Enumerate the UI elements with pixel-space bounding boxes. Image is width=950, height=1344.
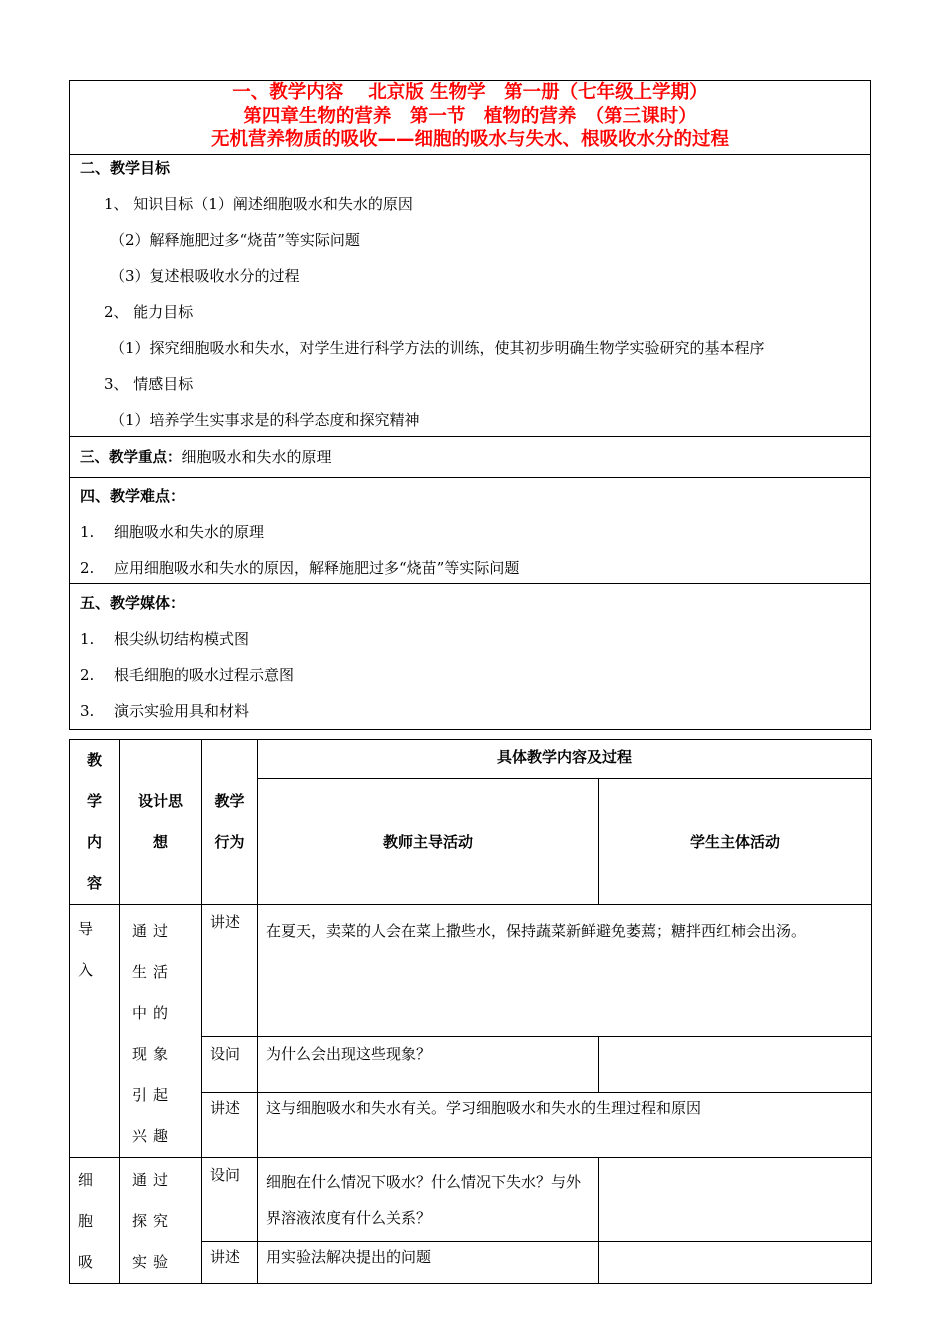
teacher-activity-cell: 用实验法解决提出的问题 — [258, 1242, 599, 1284]
lesson-info-block — [69, 80, 871, 730]
objective-item: （2）解释施肥过多“烧苗”等实际问题 — [110, 230, 360, 249]
teacher-activity-cell: 这与细胞吸水和失水有关。学习细胞吸水和失水的生理过程和原因 — [258, 1093, 872, 1158]
objective-item: （1）探究细胞吸水和失水，对学生进行科学方法的训练，使其初步明确生物学实验研究的基本程序 — [110, 338, 765, 357]
table-row — [70, 1158, 872, 1242]
student-activity-cell — [599, 1158, 872, 1242]
behavior-cell: 讲述 — [202, 905, 258, 1037]
student-activity-cell — [599, 1242, 872, 1284]
table-row — [70, 905, 872, 1037]
difficulty-item — [80, 521, 264, 542]
header-student-activity: 学生主体活动 — [599, 778, 872, 904]
objective-item: （3）复述根吸收水分的过程 — [110, 266, 300, 285]
behavior-cell: 设问 — [202, 1037, 258, 1093]
content-cell: 细 胞 吸 — [70, 1158, 120, 1284]
media-item — [80, 664, 294, 685]
item-text: 应用细胞吸水和失水的原因，解释施肥过多“烧苗”等实际问题 — [114, 558, 520, 577]
design-cell: 通过探究实验 — [120, 1158, 202, 1284]
header-process: 具体教学内容及过程 — [258, 740, 872, 779]
objectives-heading: 二、教学目标 — [80, 158, 171, 177]
header-teacher-activity: 教师主导活动 — [258, 778, 599, 904]
key-point-section — [70, 437, 870, 478]
teacher-activity-cell: 在夏天，卖菜的人会在菜上撒些水，保持蔬菜新鲜避免萎蔫；糖拌西红柿会出汤。 — [258, 905, 872, 1037]
media-item — [80, 628, 249, 649]
key-point-heading: 三、教学重点： — [80, 449, 182, 466]
objective-item: 3、 情感目标 — [104, 374, 194, 393]
objectives-section — [70, 155, 870, 437]
header-teaching-content: 教 学 内 容 — [70, 740, 120, 905]
teacher-activity-cell: 为什么会出现这些现象？ — [258, 1037, 599, 1093]
objective-item: 2、 能力目标 — [104, 302, 194, 321]
behavior-cell: 讲述 — [202, 1093, 258, 1158]
header-teaching-behavior: 教学行为 — [202, 740, 258, 905]
item-number: 2. — [80, 665, 95, 684]
lesson-plan-sheet — [69, 80, 871, 730]
content-cell: 导 入 — [70, 905, 120, 1158]
objective-item: （1）培养学生实事求是的科学态度和探究精神 — [110, 410, 420, 429]
item-number: 3. — [80, 701, 95, 720]
item-text: 细胞吸水和失水的原理 — [114, 522, 265, 541]
difficulty-item — [80, 557, 519, 578]
item-number: 1. — [80, 629, 95, 648]
key-point-text: 细胞吸水和失水的原理 — [181, 447, 332, 466]
behavior-cell: 设问 — [202, 1158, 258, 1242]
media-heading: 五、教学媒体： — [80, 593, 186, 612]
difficulty-heading: 四、教学难点： — [80, 486, 186, 505]
media-section — [70, 584, 870, 729]
student-activity-cell — [599, 1037, 872, 1093]
item-text: 演示实验用具和材料 — [114, 701, 250, 720]
teacher-activity-cell: 细胞在什么情况下吸水？什么情况下失水？与外界溶液浓度有什么关系？ — [258, 1158, 599, 1242]
behavior-cell: 讲述 — [202, 1242, 258, 1284]
design-cell: 通过生活中的现象引起兴趣 — [120, 905, 202, 1158]
title-line-3: 无机营养物质的吸收——细胞的吸水与失水、根吸收水分的过程 — [210, 129, 729, 150]
difficulty-section — [70, 478, 870, 584]
item-number: 2. — [80, 558, 95, 577]
title-line-2: 第四章生物的营养 第一节 植物的营养 （第三课时） — [243, 105, 697, 127]
title-line-1: 一、教学内容 北京版 生物学 第一册（七年级上学期） — [232, 82, 708, 103]
header-design-idea: 设计思想 — [120, 740, 202, 905]
objective-item: 1、 知识目标（1）阐述细胞吸水和失水的原因 — [104, 194, 413, 213]
item-text: 根尖纵切结构模式图 — [114, 629, 250, 648]
teaching-process-table — [69, 739, 872, 1284]
item-number: 1. — [80, 522, 95, 541]
title-block — [70, 81, 870, 155]
item-text: 根毛细胞的吸水过程示意图 — [114, 665, 295, 684]
media-item — [80, 700, 249, 721]
